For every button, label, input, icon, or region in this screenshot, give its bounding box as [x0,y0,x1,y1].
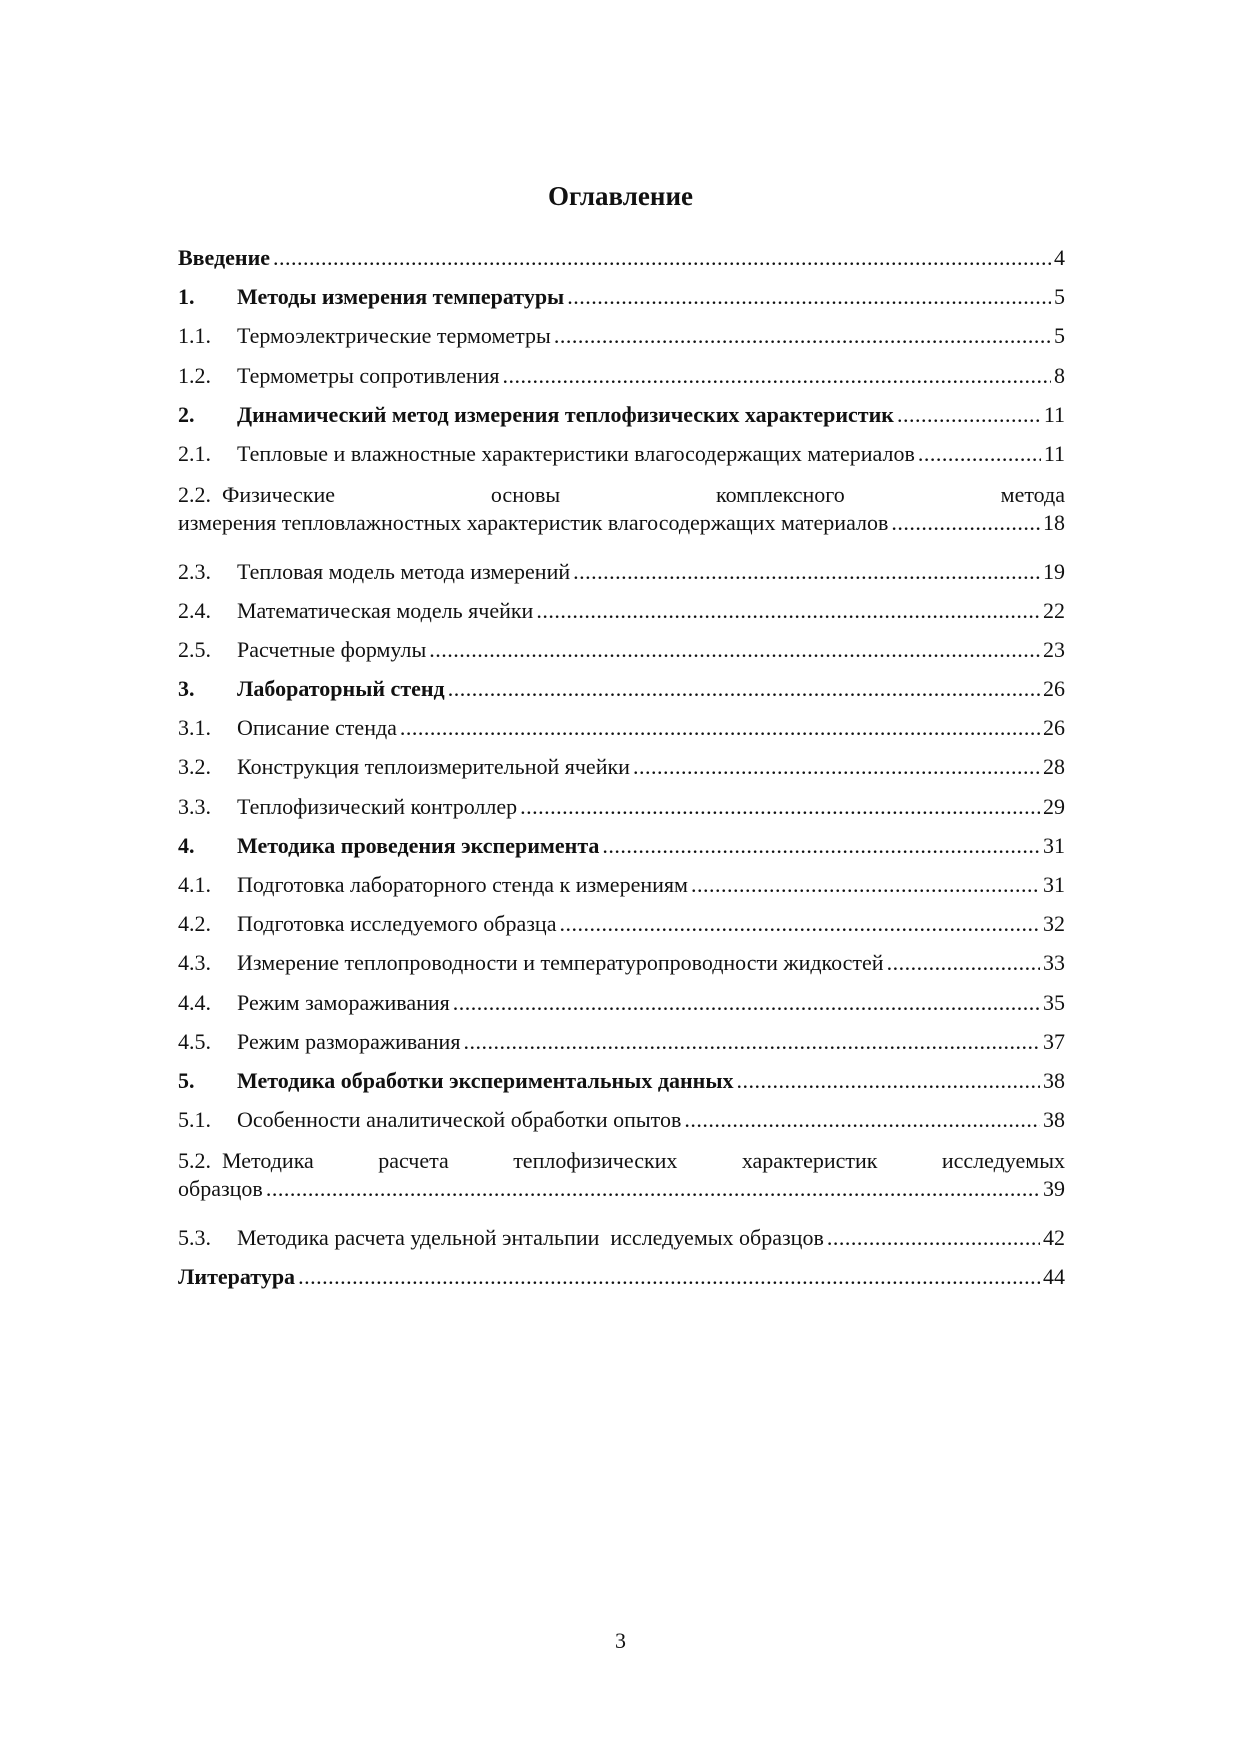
toc-entry-page: 29 [1043,793,1065,819]
toc-entry-page: 8 [1054,362,1065,388]
table-of-contents [178,238,1065,1296]
toc-entry-title: Введение [178,245,271,270]
dot-leader [463,1022,1040,1061]
toc-entry-number: 2.1. [178,440,211,466]
toc-entry-word: Методика [222,1148,314,1174]
toc-entry-page: 22 [1043,597,1065,623]
dot-leader [520,787,1040,826]
toc-entry-page: 44 [1043,1263,1065,1289]
toc-entry-second-line [178,509,1065,537]
toc-entry-number: 5.1. [178,1107,211,1133]
toc-entry-page: 31 [1043,872,1065,898]
toc-entry-title: Литература [178,1263,296,1289]
toc-entry-word: характеристик [741,1148,878,1174]
toc-entry-title: Тепловая модель метода измерений [237,558,571,584]
toc-entry-number: 2.3. [178,558,211,584]
toc-entry-page: 18 [1043,510,1065,536]
toc-entry-number: 3.2. [178,754,211,780]
toc-entry-page: 32 [1043,911,1065,937]
toc-entry-number: 4.2. [178,911,211,937]
dot-leader [448,669,1040,708]
toc-entry-page: 4 [1054,245,1065,270]
toc-entry-word: основы [490,482,561,508]
toc-entry-number: 5.3. [178,1224,211,1250]
dot-leader [536,591,1040,630]
toc-entry-page: 11 [1043,440,1065,466]
toc-entry-title: Измерение теплопроводности и температуропроводности жидкостей [237,950,884,976]
toc-entry-section-4-3[interactable] [178,943,1065,982]
toc-entry-page: 37 [1043,1028,1065,1054]
toc-entry-number: 2. [178,401,195,427]
toc-entry-number: 4.1. [178,872,211,898]
toc-entry-chapter-5[interactable] [178,1061,1065,1100]
toc-entry-title: Термометры сопротивления [237,362,500,388]
dot-leader [400,708,1040,747]
toc-entry-title: Методика обработки экспериментальных данных [237,1067,734,1093]
toc-entry-section-3-3[interactable] [178,787,1065,826]
dot-leader [602,826,1040,865]
dot-leader [737,1061,1040,1100]
toc-entry-chapter-1[interactable] [178,277,1065,316]
toc-entry-number: 5. [178,1067,195,1093]
toc-entry-second-line [178,1175,1065,1203]
toc-entry-first-line [178,1139,1065,1175]
toc-entry-word: метода [1000,482,1065,508]
toc-entry-title: Конструкция теплоизмерительной ячейки [237,754,630,780]
toc-entry-number: 3.3. [178,793,211,819]
dot-leader [691,865,1040,904]
toc-entry-number-and-word [178,1147,314,1175]
toc-entry-page: 38 [1043,1107,1065,1133]
toc-entry-page: 31 [1043,832,1065,858]
toc-entry-page: 38 [1043,1067,1065,1093]
dot-leader [887,943,1040,982]
toc-entry-page: 33 [1043,950,1065,976]
toc-entry-page: 26 [1043,715,1065,741]
toc-entry-section-2-2[interactable] [178,473,1065,551]
toc-entry-number: 3. [178,676,195,702]
toc-entry-word: комплексного [716,482,845,508]
toc-entry-section-1-2[interactable] [178,356,1065,395]
toc-entry-section-1-1[interactable] [178,316,1065,355]
toc-entry-title-continued: измерения тепловлажностных характеристик влагосодержащих материалов [178,510,889,536]
dot-leader [298,1257,1040,1296]
toc-entry-title-continued: образцов [178,1176,263,1202]
dot-leader [559,904,1040,943]
toc-entry-page: 19 [1043,558,1065,584]
toc-entry-section-4-4[interactable] [178,983,1065,1022]
toc-entry-number: 2.5. [178,636,211,662]
toc-entry-title: Термоэлектрические термометры [237,323,551,349]
dot-leader [429,630,1040,669]
dot-leader [453,983,1040,1022]
toc-entry-title: Режим размораживания [237,1028,461,1054]
dot-leader [273,238,1051,277]
dot-leader [918,434,1041,473]
dot-leader [684,1100,1040,1139]
toc-entry-section-5-2[interactable] [178,1139,1065,1217]
toc-entry-section-2-5[interactable] [178,630,1065,669]
toc-entry-number: 2.4. [178,597,211,623]
toc-entry-title: Особенности аналитической обработки опытов [237,1107,682,1133]
dot-leader [633,747,1040,786]
dot-leader [891,509,1040,537]
toc-entry-section-2-3[interactable] [178,552,1065,591]
toc-entry-title: Описание стенда [237,715,397,741]
toc-entry-section-3-2[interactable] [178,747,1065,786]
toc-entry-page: 28 [1043,754,1065,780]
toc-entry-number: 2.2. [178,482,211,508]
toc-entry-number: 1.1. [178,323,211,349]
toc-entry-section-4-2[interactable] [178,904,1065,943]
toc-title: Оглавление [548,181,693,211]
toc-entry-chapter-2[interactable] [178,395,1065,434]
toc-entry-title: Математическая модель ячейки [237,597,534,623]
dot-leader [573,552,1040,591]
toc-entry-title: Лабораторный стенд [237,676,445,702]
toc-entry-number-and-word [178,481,335,509]
toc-entry-page: 11 [1043,401,1065,427]
toc-entry-first-line [178,473,1065,509]
toc-entry-number: 3.1. [178,715,211,741]
toc-entry-chapter-3[interactable] [178,669,1065,708]
toc-entry-word: исследуемых [941,1148,1065,1174]
toc-entry-chapter-4[interactable] [178,826,1065,865]
toc-entry-section-5-3[interactable] [178,1218,1065,1257]
toc-entry-section-3-1[interactable] [178,708,1065,747]
toc-entry-title: Подготовка лабораторного стенда к измерениям [237,872,688,898]
toc-entry-title: Динамический метод измерения теплофизических характеристик [237,401,894,427]
toc-entry-section-4-5[interactable] [178,1022,1065,1061]
toc-entry-word: Физические [222,482,335,508]
toc-entry-number: 4.5. [178,1028,211,1054]
toc-entry-word: теплофизических [513,1148,678,1174]
toc-entry-references[interactable] [178,1257,1065,1296]
dot-leader [266,1175,1040,1203]
toc-entry-title: Тепловые и влажностные характеристики влагосодержащих материалов [237,440,915,466]
toc-entry-number: 1. [178,284,195,310]
toc-entry-title: Режим замораживания [237,989,450,1015]
toc-entry-title: Подготовка исследуемого образца [237,911,557,937]
page-number: 3 [615,1628,626,1653]
toc-entry-number: 4.3. [178,950,211,976]
toc-entry-number: 4. [178,832,195,858]
toc-entry-page: 5 [1054,284,1065,310]
dot-leader [897,395,1041,434]
dot-leader [554,316,1051,355]
toc-entry-title: Методика расчета удельной энтальпии исследуемых образцов [237,1224,824,1250]
toc-entry-number: 5.2. [178,1148,211,1174]
toc-entry-page: 23 [1043,636,1065,662]
toc-entry-page: 42 [1043,1224,1065,1250]
toc-entry-number: 4.4. [178,989,211,1015]
toc-entry-word: расчета [378,1148,449,1174]
toc-entry-title: Теплофизический контроллер [237,793,518,819]
toc-entry-section-5-1[interactable] [178,1100,1065,1139]
toc-entry-section-4-1[interactable] [178,865,1065,904]
dot-leader [503,356,1051,395]
toc-entry-title: Методы измерения температуры [237,284,565,310]
toc-entry-introduction[interactable] [178,238,1065,277]
dot-leader [567,277,1051,316]
toc-entry-title: Расчетные формулы [237,636,427,662]
toc-entry-page: 39 [1043,1176,1065,1202]
toc-entry-number: 1.2. [178,362,211,388]
toc-entry-page: 5 [1054,323,1065,349]
toc-entry-title: Методика проведения эксперимента [237,832,600,858]
toc-entry-section-2-1[interactable] [178,434,1065,473]
dot-leader [827,1218,1040,1257]
toc-entry-section-2-4[interactable] [178,591,1065,630]
toc-entry-page: 26 [1043,676,1065,702]
toc-entry-page: 35 [1043,989,1065,1015]
